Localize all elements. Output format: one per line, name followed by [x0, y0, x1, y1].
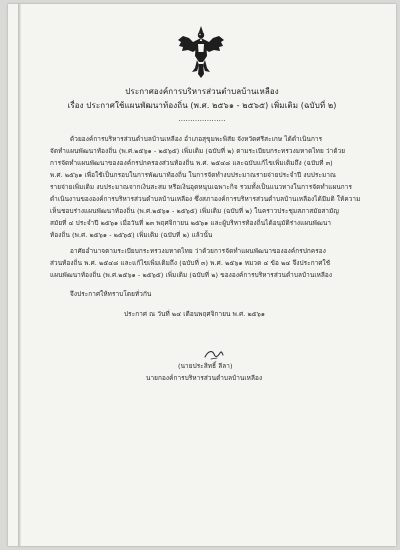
paragraph-1-line: ด้วยองค์การบริหารส่วนตำบลบ้านเหลือง อำเภอสุขุมพะพิสัย จังหวัดศรีสะเกษ ได้ดำเนินการ: [70, 135, 323, 143]
signer-name: (นายประสิทธิ์ ลีลา): [178, 362, 233, 370]
signer-position: นายกองค์การบริหารส่วนตำบลบ้านเหลือง: [146, 374, 263, 382]
handwritten-signature: [203, 347, 225, 361]
garuda-emblem-icon: [176, 24, 226, 80]
paragraph-1-line: จัดทำแผนพัฒนาท้องถิ่น (พ.ศ.๒๕๖๑ - ๒๕๖๕) เพิ่มเติม (ฉบับที่ ๒) ตามระเบียบกระทรวงมหาดไทย ว่าด้วย: [50, 147, 346, 155]
page-edge-shadow: [18, 4, 21, 546]
notice-title: ประกาศองค์การบริหารส่วนตำบลบ้านเหลือง: [125, 87, 279, 96]
title-divider: ………………..: [178, 115, 226, 123]
paragraph-1-line: พ.ศ. ๒๕๖๑ เพื่อใช้เป็นกรอบในการพัฒนาท้องถิ่น ในการจัดทำงบประมาณรายจ่ายประจำปี งบประมาณ: [50, 171, 337, 179]
paragraph-1-line: ท้องถิ่น (พ.ศ. ๒๕๖๑ - ๒๕๖๕) เพิ่มเติม (ฉบับที่ ๒) แล้วนั้น: [50, 231, 213, 239]
paragraph-2-line: อาศัยอำนาจตามระเบียบกระทรวงมหาดไทย ว่าด้วยการจัดทำแผนพัฒนาขององค์กรปกครอง: [70, 247, 326, 255]
notice-subject: เรื่อง ประกาศใช้แผนพัฒนาท้องถิ่น (พ.ศ. ๒๕๖๑ - ๒๕๖๕) เพิ่มเติม (ฉบับที่ ๒): [67, 101, 337, 110]
paragraph-1-line: การจัดทำแผนพัฒนาขององค์กรปกครองส่วนท้องถิ่น พ.ศ. ๒๕๔๘ และฉบับแก้ไขเพิ่มเติมถึง (ฉบับที่ ๓): [50, 159, 333, 167]
paragraph-1-line: สมัยที่ ๔ ประจำปี ๒๕๖๑ เมื่อวันที่ ๒๓ พฤศจิกายน ๒๕๖๑ และผู้บริหารท้องถิ่นได้อนุมัติร่างแผนพัฒนา: [50, 219, 332, 227]
paragraph-1-line: เห็นชอบร่างแผนพัฒนาท้องถิ่น (พ.ศ.๒๕๖๑ - ๒๕๖๕) เพิ่มเติม (ฉบับที่ ๒) ในคราวประชุมสภาสมัยสามัญ: [50, 207, 339, 215]
paragraph-2-line: แผนพัฒนาท้องถิ่น (พ.ศ.๒๕๖๑ - ๒๕๖๕) เพิ่มเติม (ฉบับที่ ๒) ขององค์การบริหารส่วนตำบลบ้านเหลือง: [50, 271, 333, 279]
document-page: [8, 4, 396, 546]
paragraph-1-line: ดำเนินงานขององค์การบริหารส่วนตำบลบ้านเหลือง ซึ่งสภาองค์การบริหารส่วนตำบลบ้านเหลืองได้มีมติ ให้ความ: [50, 195, 361, 203]
paragraph-1-line: รายจ่ายเพิ่มเติม งบประมาณจากเงินสะสม หรือเงินอุดหนุนเฉพาะกิจ รวมทั้งเป็นแนวทางในการจัดทำแผนการ: [50, 183, 352, 191]
paragraph-2-line: ส่วนท้องถิ่น พ.ศ. ๒๕๔๘ และแก้ไขเพิ่มเติมถึง (ฉบับที่ ๓) พ.ศ. ๒๕๖๑ หมวด ๔ ข้อ ๒๔ จึงประกาศใช้: [50, 259, 331, 267]
announce-line: จึงประกาศให้ทราบโดยทั่วกัน: [70, 290, 152, 298]
announce-date: ประกาศ ณ วันที่ ๒๔ เดือนพฤศจิกายน พ.ศ. ๒๕๖๑: [124, 310, 266, 318]
